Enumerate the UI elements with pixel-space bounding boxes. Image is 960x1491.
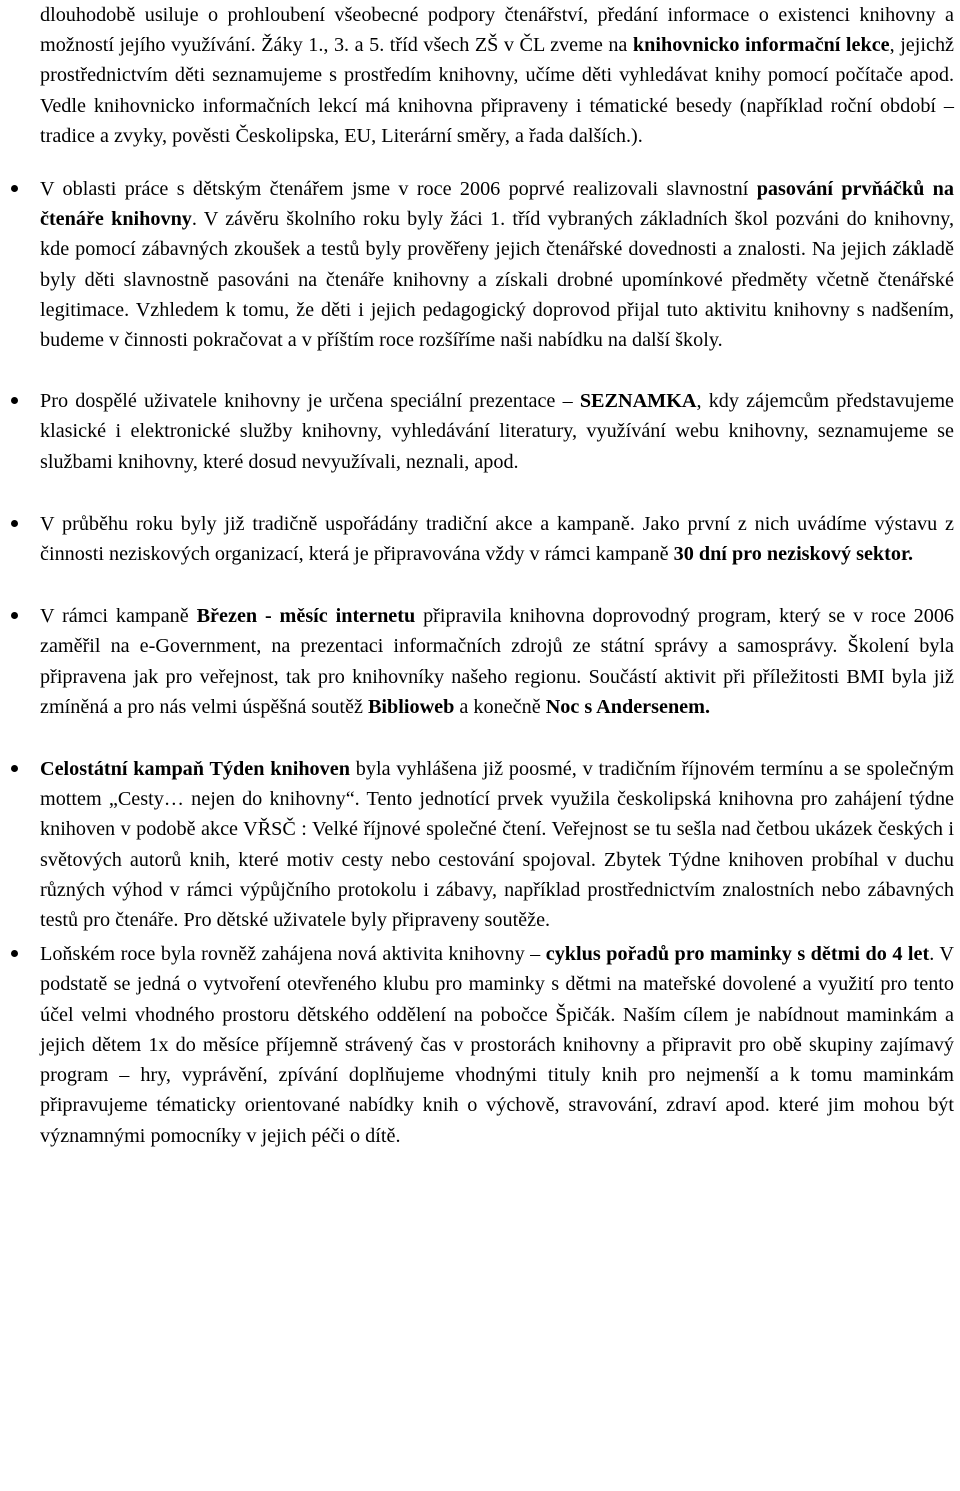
bullet-icon <box>11 765 18 772</box>
paragraph-library-lessons: dlouhodobě usiluje o prohloubení všeobecné podpory čtenářství, předání informace o existenci knihovny a možností jejího využívání. Žáky 1., 3. a 5. tříd všech ZŠ v ČL zveme na knihovnicko informační lekce, jejichž prostřednictvím děti seznamujeme s prostředím knihovny, učíme děti vyhledávat knihy pomocí počítače apod. Vedle knihovnicko informačních lekcí má knihovna připraveny i tématické besedy (například roční období – tradice a zvyky, pověsti Českolipska, EU, Literární směry, a řada dalších.). <box>40 4 955 147</box>
bullet-item-kampane: V průběhu roku byly již tradičně uspořádány tradiční akce a kampaně. Jako první z nich uvádíme výstavu z činnosti neziskových organizací, která je připravována vždy v rámci kampaně 30 dní pro neziskový sektor. <box>40 509 954 569</box>
bold-term: Celostátní kampaň Týden knihoven <box>40 758 350 781</box>
bullet-icon <box>11 520 18 527</box>
bullet-icon <box>11 185 18 192</box>
bold-term: Březen - měsíc internetu <box>196 605 416 628</box>
bullet-item-tyden-knihoven: Celostátní kampaň Týden knihoven byla vyhlášena již poosmé, v tradičním říjnovém termínu a se společným mottem „Cesty… nejen do knihovny“. Tento jednotící prvek využila českolipská knihovna pro zahájení týdne knihoven v podobě akce VŘSČ : Velké říjnové společné čtení. Veřejnost se tu sešla nad četbou ukázek českých i světových autorů knih, které motiv cesty nebo cestování spojoval. Zbytek Týdne knihoven probíhal v duchu různých výhod v rámci výpůjčního protokolu i zábavy, například prostřednictvím znalostních nebo zábavných testů pro čtenáře. Pro dětské uživatele byly připraveny soutěže. <box>40 754 954 935</box>
bold-term: Biblioweb <box>367 695 455 718</box>
bullet-icon <box>11 612 18 619</box>
bullet-item-maminky: Loňském roce byla rovněž zahájena nová aktivita knihovny – cyklus pořadů pro maminky s dětmi do 4 let. V podstatě se jedná o vytvoření otevřeného klubu pro maminky s dětmi na mateřské dovolené a využití pro tento účel velmi vhodného prostoru dětského oddělení na pobočce Špičák. Naším cílem je nabídnout maminkám a jejich dětem 1x do měsíce příjemně strávený čas v prostorách knihovny a připravit pro obě skupiny zajímavý program – hry, vyprávění, zpívání doplňujeme vhodnými tituly knih pro nejmenší a k tomu maminkám připravujeme tématicky orientované nabídky knih o výchově, stravování, zdraví apod. které jim mohou být významnými pomocníky v jejich péči o dítě. <box>40 939 954 1150</box>
bold-term: cyklus pořadů pro maminky s dětmi do 4 let <box>545 943 930 966</box>
bullet-item-seznamka: Pro dospělé uživatele knihovny je určena speciální prezentace – SEZNAMKA, kdy zájemcům představujeme klasické i elektronické služby knihovny, vyhledávání literatury, využívání webu knihovny, seznamujeme se službami knihovny, které dosud nevyužívali, neznali, apod. <box>40 386 954 477</box>
bold-term: Noc s Andersenem. <box>545 695 710 718</box>
bullet-icon <box>11 950 18 957</box>
bullet-item-pasovani: V oblasti práce s dětským čtenářem jsme v roce 2006 poprvé realizovali slavnostní pasování prvňáčků na čtenáře knihovny. V závěru školního roku byly žáci 1. tříd vybraných základních škol pozváni do knihovny, kde pomocí zábavných zkoušek a testů byly prověřeny jejich čtenářské dovednosti a znalosti. Na jejich základě byly děti slavnostně pasováni na čtenáře knihovny a získali drobné upomínkové předměty včetně čtenářské legitimace. Vzhledem k tomu, že děti i jejich pedagogický doprovod přijal tuto aktivitu knihovny s nadšením, budeme v činnosti pokračovat a v příštím roce rozšíříme naši nabídku na další školy. <box>40 174 954 355</box>
bold-term: SEZNAMKA <box>579 390 697 413</box>
bold-term: pasování prvňáčků na čtenáře knihovny <box>40 178 954 231</box>
bullet-item-brezen: V rámci kampaně Březen - měsíc internetu připravila knihovna doprovodný program, který se v roce 2006 zaměřil na e-Government, na prezentaci informačních zdrojů ze státní správy a samosprávy. Školení byla připravena jak pro veřejnost, tak pro knihovníky našeho regionu. Součástí aktivit při příležitosti BMI byla již zmíněná a pro nás velmi úspěšná soutěž Biblioweb a konečně Noc s Andersenem. <box>40 601 954 722</box>
bold-term: 30 dní pro neziskový sektor. <box>673 543 914 566</box>
bullet-icon <box>11 397 18 404</box>
bold-term: knihovnicko informační lekce <box>632 34 890 57</box>
